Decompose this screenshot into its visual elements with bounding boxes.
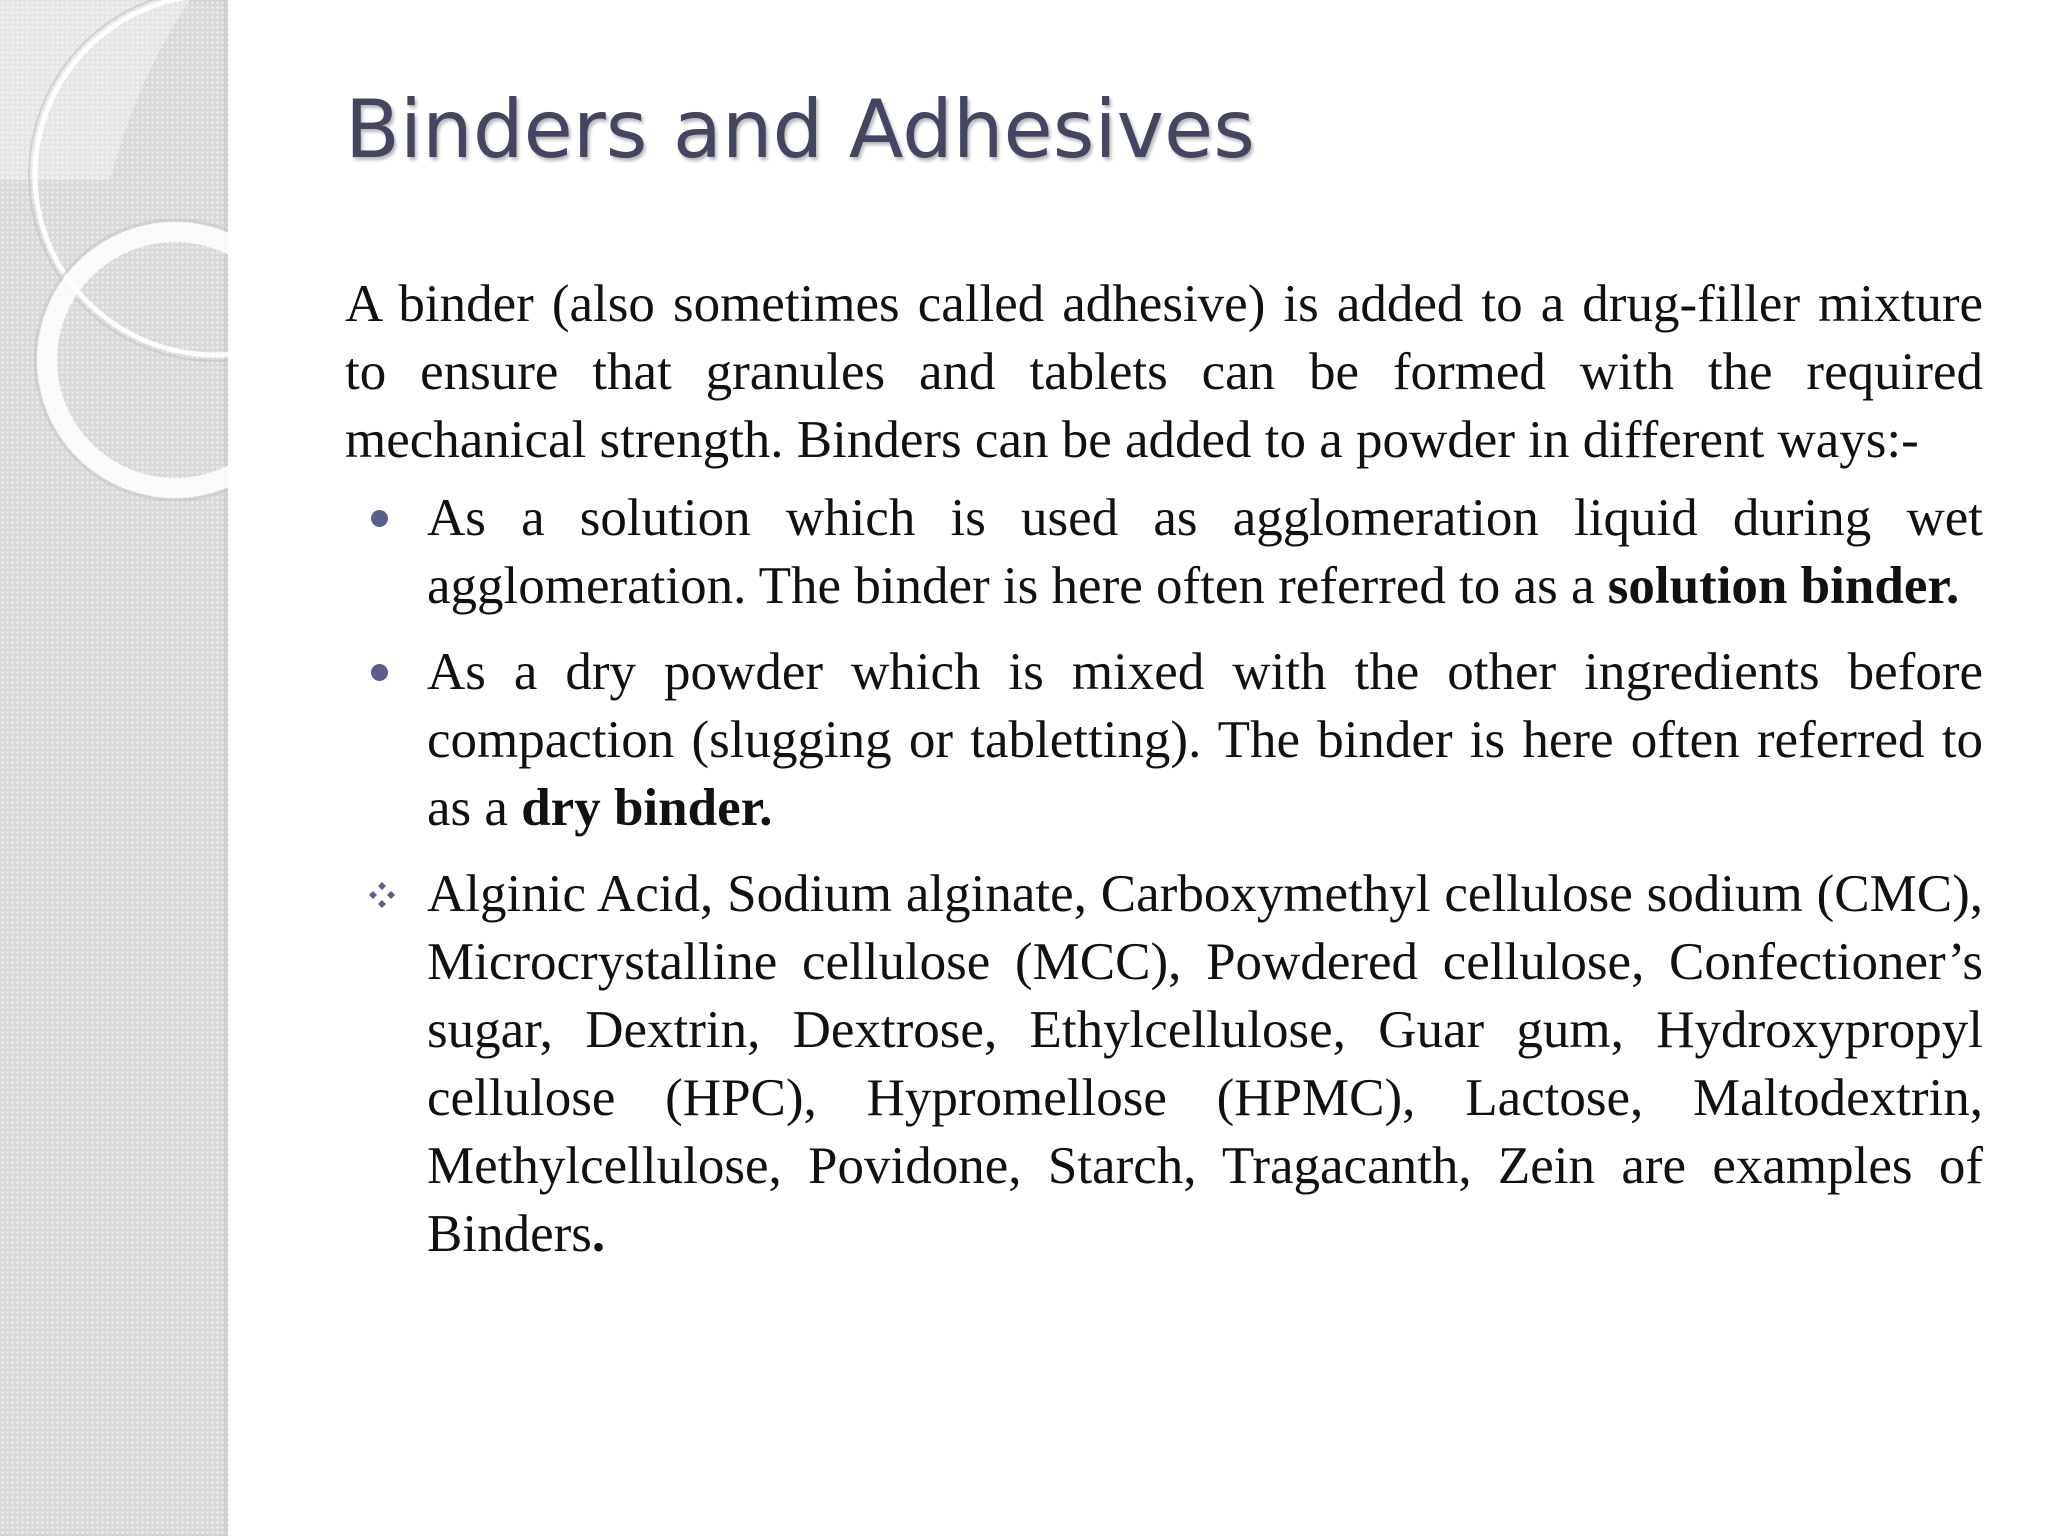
- bullet-bold-term: solution binder.: [1607, 557, 1960, 615]
- list-item: [345, 860, 1983, 1268]
- bullet-list: [345, 484, 1983, 1268]
- intro-paragraph: A binder (also sometimes called adhesive) is added to a drug-filler mixture to ensure that granules and tablets can be formed with the required mechanical strength. Binders can be added to a powder in different ways:-: [345, 275, 1983, 469]
- decorative-side-panel: [0, 0, 228, 1536]
- decorative-rings-icon: [0, 0, 228, 520]
- dot-icon: [367, 484, 397, 552]
- bullet-bold-term: .: [591, 1205, 606, 1263]
- list-item: [345, 484, 1983, 620]
- list-item: [345, 638, 1983, 842]
- slide-title: Binders and Adhesives: [345, 83, 1255, 176]
- bullet-text: As a solution which is used as agglomeration liquid during wet agglomeration. The binder is here often referred to as a: [427, 489, 1983, 615]
- dot-icon: [367, 638, 397, 706]
- four-diamond-icon: [367, 860, 397, 928]
- bullet-text: As a dry powder which is mixed with the other ingredients before compaction (slugging or tabletting). The binder is here often referred to as a: [427, 643, 1983, 837]
- bullet-text: Alginic Acid, Sodium alginate, Carboxymethyl cellulose sodium (CMC), Microcrystalline cellulose (MCC), Powdered cellulose, Confectioner’s sugar, Dextrin, Dextrose, Ethylcellulose, Guar gum, Hydroxypropyl cellulose (HPC), Hypromellose (HPMC), Lactose, Maltodextrin, Methylcellulose, Povidone, Starch, Tragacanth, Zein are examples of Binders: [427, 865, 1983, 1263]
- slide-body: [345, 270, 1983, 1286]
- bullet-bold-term: dry binder.: [521, 779, 773, 837]
